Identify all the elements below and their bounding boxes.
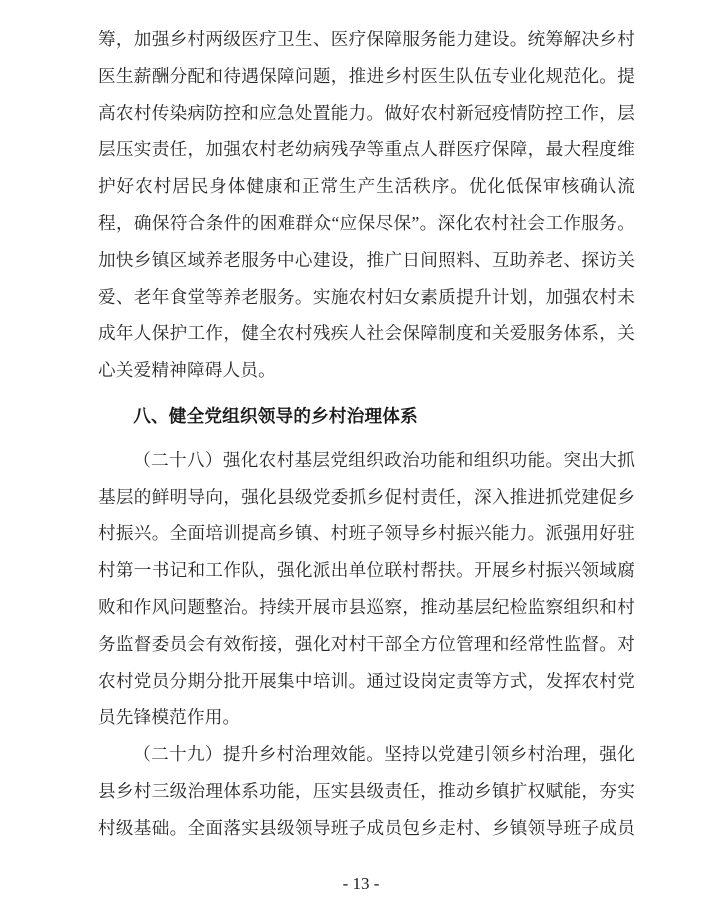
paragraph-28 [98, 442, 635, 736]
document-body [98, 21, 635, 847]
text-line: 村振兴。全面培训提高乡镇、村班子领导乡村振兴能力。派强用好驻 [98, 523, 635, 544]
text-line: 爱、老年食堂等养老服务。实施农村妇女素质提升计划，加强农村未 [98, 286, 635, 307]
text-line: 基层的鲜明导向，强化县级党委抓乡促村责任，深入推进抓党建促乡 [98, 486, 635, 507]
text-line: 县乡村三级治理体系功能，压实县级责任，推动乡镇扩权赋能，夯实 [98, 780, 635, 801]
paragraph-continued [98, 21, 635, 389]
text-line: 心关爱精神障碍人员。 [98, 360, 276, 381]
paragraph-29 [98, 736, 635, 846]
text-line: 务监督委员会有效衔接，强化对村干部全方位管理和经常性监督。对 [98, 633, 635, 654]
text-line: 员先锋模范作用。 [98, 707, 241, 728]
text-line: （二十九）提升乡村治理效能。坚持以党建引领乡村治理，强化 [133, 744, 635, 765]
text-line: 高农村传染病防控和应急处置能力。做好农村新冠疫情防控工作，层 [98, 102, 635, 123]
text-line: 村级基础。全面落实县级领导班子成员包乡走村、乡镇领导班子成员 [98, 817, 635, 838]
text-line: 村第一书记和工作队，强化派出单位联村帮扶。开展乡村振兴领域腐 [98, 560, 635, 581]
text-line: 农村党员分期分批开展集中培训。通过设岗定责等方式，发挥农村党 [98, 670, 635, 691]
text-line: 筹，加强乡村两级医疗卫生、医疗保障服务能力建设。统筹解决乡村 [98, 29, 635, 49]
text-line: 加快乡镇区域养老服务中心建设，推广日间照料、互助养老、探访关 [98, 249, 635, 270]
text-line: （二十八）强化农村基层党组织政治功能和组织功能。突出大抓 [133, 449, 635, 470]
text-line: 层压实责任，加强农村老幼病残孕等重点人群医疗保障，最大程度维 [98, 139, 635, 160]
text-line: 成年人保护工作，健全农村残疾人社会保障制度和关爱服务体系，关 [98, 323, 635, 344]
page-number: - 13 - [342, 874, 380, 893]
text-line: 程，确保符合条件的困难群众“应保尽保”。深化农村社会工作服务。 [98, 212, 635, 233]
section-heading: 八、健全党组织领导的乡村治理体系 [133, 405, 418, 426]
text-line: 医生薪酬分配和待遇保障问题，推进乡村医生队伍专业化规范化。提 [98, 65, 635, 86]
text-line: 护好农村居民身体健康和正常生产生活秩序。优化低保审核确认流 [98, 176, 635, 197]
text-line: 败和作风问题整治。持续开展市县巡察，推动基层纪检监察组织和村 [98, 596, 635, 617]
